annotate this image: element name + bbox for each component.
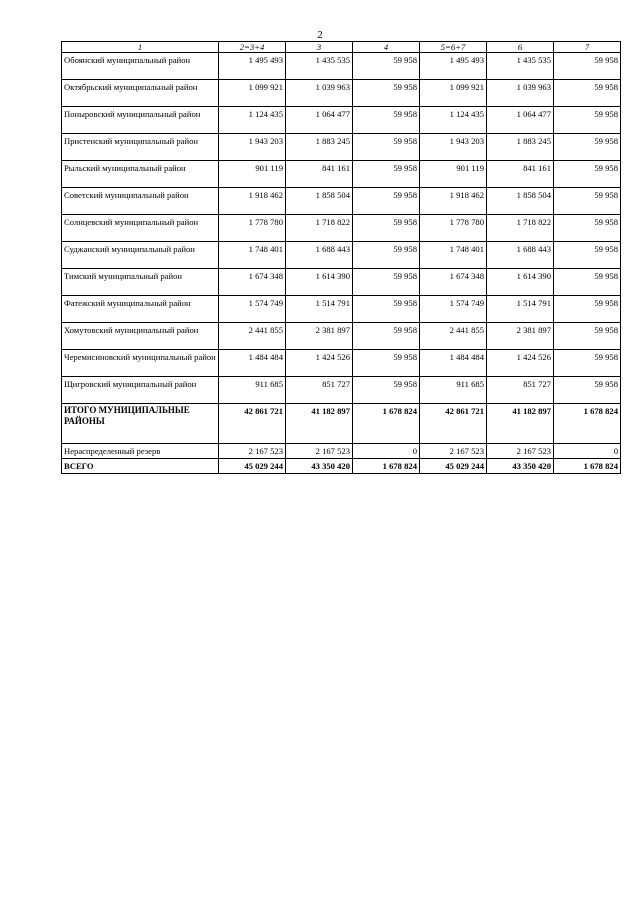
district-value: 1 748 401 bbox=[420, 242, 487, 269]
grand-total-value: 45 029 244 bbox=[219, 459, 286, 474]
district-value: 59 958 bbox=[353, 107, 420, 134]
district-value: 1 064 477 bbox=[286, 107, 353, 134]
page-number: 2 bbox=[317, 29, 323, 41]
district-value: 1 495 493 bbox=[219, 53, 286, 80]
district-value: 59 958 bbox=[554, 161, 621, 188]
district-value: 59 958 bbox=[554, 53, 621, 80]
table-row bbox=[62, 215, 621, 242]
table-row bbox=[62, 80, 621, 107]
district-value: 59 958 bbox=[353, 242, 420, 269]
reserve-value: 2 167 523 bbox=[286, 444, 353, 459]
district-value: 59 958 bbox=[554, 215, 621, 242]
district-value: 1 574 749 bbox=[219, 296, 286, 323]
district-value: 1 424 526 bbox=[487, 350, 554, 377]
column-header-1: 1 bbox=[62, 42, 219, 53]
district-value: 1 124 435 bbox=[420, 107, 487, 134]
district-value: 59 958 bbox=[353, 161, 420, 188]
district-value: 1 495 493 bbox=[420, 53, 487, 80]
district-value: 1 614 390 bbox=[286, 269, 353, 296]
district-value: 59 958 bbox=[353, 269, 420, 296]
district-value: 841 161 bbox=[487, 161, 554, 188]
table-row bbox=[62, 134, 621, 161]
total-value: 42 861 721 bbox=[420, 404, 487, 444]
table-row bbox=[62, 53, 621, 80]
total-value: 41 182 897 bbox=[487, 404, 554, 444]
table-row bbox=[62, 188, 621, 215]
district-value: 59 958 bbox=[353, 296, 420, 323]
district-value: 851 727 bbox=[286, 377, 353, 404]
reserve-label: Нераспределенный резерв bbox=[62, 444, 219, 459]
district-value: 2 441 855 bbox=[219, 323, 286, 350]
reserve-value: 2 167 523 bbox=[420, 444, 487, 459]
district-value: 59 958 bbox=[554, 350, 621, 377]
district-value: 1 574 749 bbox=[420, 296, 487, 323]
table-row bbox=[62, 242, 621, 269]
district-value: 1 514 791 bbox=[487, 296, 554, 323]
table-row bbox=[62, 323, 621, 350]
district-name: Суджанский муниципальный район bbox=[62, 242, 219, 269]
table-row bbox=[62, 350, 621, 377]
total-value: 1 678 824 bbox=[353, 404, 420, 444]
district-value: 1 883 245 bbox=[487, 134, 554, 161]
district-value: 1 918 462 bbox=[219, 188, 286, 215]
district-value: 59 958 bbox=[353, 215, 420, 242]
column-header-2: 2=3+4 bbox=[219, 42, 286, 53]
district-name: Октябрьский муниципальный район bbox=[62, 80, 219, 107]
total-value: 41 182 897 bbox=[286, 404, 353, 444]
district-value: 901 119 bbox=[219, 161, 286, 188]
district-value: 59 958 bbox=[353, 323, 420, 350]
district-name: Щигровский муниципальный район bbox=[62, 377, 219, 404]
column-header-5: 5=6+7 bbox=[420, 42, 487, 53]
grand-total-value: 45 029 244 bbox=[420, 459, 487, 474]
district-value: 1 484 484 bbox=[219, 350, 286, 377]
grand-total-value: 43 350 420 bbox=[286, 459, 353, 474]
district-value: 1 514 791 bbox=[286, 296, 353, 323]
district-value: 1 943 203 bbox=[219, 134, 286, 161]
district-value: 59 958 bbox=[554, 269, 621, 296]
column-number-row bbox=[62, 42, 621, 53]
district-value: 1 858 504 bbox=[286, 188, 353, 215]
reserve-value: 0 bbox=[353, 444, 420, 459]
district-value: 59 958 bbox=[353, 134, 420, 161]
district-value: 1 064 477 bbox=[487, 107, 554, 134]
district-value: 1 039 963 bbox=[286, 80, 353, 107]
grand-total-value: 1 678 824 bbox=[554, 459, 621, 474]
table-row bbox=[62, 269, 621, 296]
reserve-value: 0 bbox=[554, 444, 621, 459]
district-value: 2 381 897 bbox=[487, 323, 554, 350]
district-value: 1 688 443 bbox=[487, 242, 554, 269]
total-value: 1 678 824 bbox=[554, 404, 621, 444]
district-value: 1 435 535 bbox=[487, 53, 554, 80]
district-value: 1 718 822 bbox=[487, 215, 554, 242]
district-name: Рыльский муниципальный район bbox=[62, 161, 219, 188]
district-value: 1 778 780 bbox=[219, 215, 286, 242]
district-value: 59 958 bbox=[554, 377, 621, 404]
district-value: 1 674 348 bbox=[219, 269, 286, 296]
grand-total-row bbox=[62, 459, 621, 474]
district-value: 59 958 bbox=[554, 242, 621, 269]
district-value: 1 778 780 bbox=[420, 215, 487, 242]
column-header-4: 4 bbox=[353, 42, 420, 53]
reserve-row bbox=[62, 444, 621, 459]
district-name: Тимский муниципальный район bbox=[62, 269, 219, 296]
district-name: Советский муниципальный район bbox=[62, 188, 219, 215]
district-name: Обоянский муниципальный район bbox=[62, 53, 219, 80]
district-value: 59 958 bbox=[353, 377, 420, 404]
reserve-value: 2 167 523 bbox=[487, 444, 554, 459]
grand-total-label: ВСЕГО bbox=[62, 459, 219, 474]
district-value: 1 435 535 bbox=[286, 53, 353, 80]
district-name: Солнцевский муниципальный район bbox=[62, 215, 219, 242]
district-name: Поныровский муниципальный район bbox=[62, 107, 219, 134]
district-value: 1 718 822 bbox=[286, 215, 353, 242]
district-value: 59 958 bbox=[554, 296, 621, 323]
table-row bbox=[62, 296, 621, 323]
table-row bbox=[62, 377, 621, 404]
table-row bbox=[62, 161, 621, 188]
district-value: 1 424 526 bbox=[286, 350, 353, 377]
district-value: 911 685 bbox=[420, 377, 487, 404]
reserve-value: 2 167 523 bbox=[219, 444, 286, 459]
district-value: 1 099 921 bbox=[420, 80, 487, 107]
district-value: 59 958 bbox=[554, 134, 621, 161]
district-value: 1 614 390 bbox=[487, 269, 554, 296]
district-value: 1 484 484 bbox=[420, 350, 487, 377]
total-value: 42 861 721 bbox=[219, 404, 286, 444]
district-value: 59 958 bbox=[353, 188, 420, 215]
column-header-6: 6 bbox=[487, 42, 554, 53]
district-value: 59 958 bbox=[554, 107, 621, 134]
budget-distribution-table bbox=[61, 41, 621, 474]
district-value: 59 958 bbox=[353, 53, 420, 80]
district-name: Хомутовский муниципальный район bbox=[62, 323, 219, 350]
column-header-7: 7 bbox=[554, 42, 621, 53]
district-value: 2 381 897 bbox=[286, 323, 353, 350]
district-value: 59 958 bbox=[353, 80, 420, 107]
district-value: 1 124 435 bbox=[219, 107, 286, 134]
district-value: 59 958 bbox=[554, 188, 621, 215]
district-value: 59 958 bbox=[554, 80, 621, 107]
district-value: 1 674 348 bbox=[420, 269, 487, 296]
table-row bbox=[62, 107, 621, 134]
district-name: Черемисиновский муниципальный район bbox=[62, 350, 219, 377]
district-value: 59 958 bbox=[554, 323, 621, 350]
district-value: 901 119 bbox=[420, 161, 487, 188]
district-value: 1 748 401 bbox=[219, 242, 286, 269]
district-value: 1 943 203 bbox=[420, 134, 487, 161]
total-districts-row bbox=[62, 404, 621, 444]
district-value: 1 883 245 bbox=[286, 134, 353, 161]
district-value: 1 688 443 bbox=[286, 242, 353, 269]
district-name: Пристенский муниципальный район bbox=[62, 134, 219, 161]
column-header-3: 3 bbox=[286, 42, 353, 53]
district-value: 1 099 921 bbox=[219, 80, 286, 107]
district-value: 1 858 504 bbox=[487, 188, 554, 215]
district-value: 841 161 bbox=[286, 161, 353, 188]
district-value: 851 727 bbox=[487, 377, 554, 404]
district-value: 1 039 963 bbox=[487, 80, 554, 107]
district-value: 1 918 462 bbox=[420, 188, 487, 215]
grand-total-value: 43 350 420 bbox=[487, 459, 554, 474]
district-value: 59 958 bbox=[353, 350, 420, 377]
grand-total-value: 1 678 824 bbox=[353, 459, 420, 474]
district-value: 911 685 bbox=[219, 377, 286, 404]
district-value: 2 441 855 bbox=[420, 323, 487, 350]
district-name: Фатежский муниципальный район bbox=[62, 296, 219, 323]
total-districts-label: ИТОГО МУНИЦИПАЛЬНЫЕ РАЙОНЫ bbox=[62, 404, 219, 444]
